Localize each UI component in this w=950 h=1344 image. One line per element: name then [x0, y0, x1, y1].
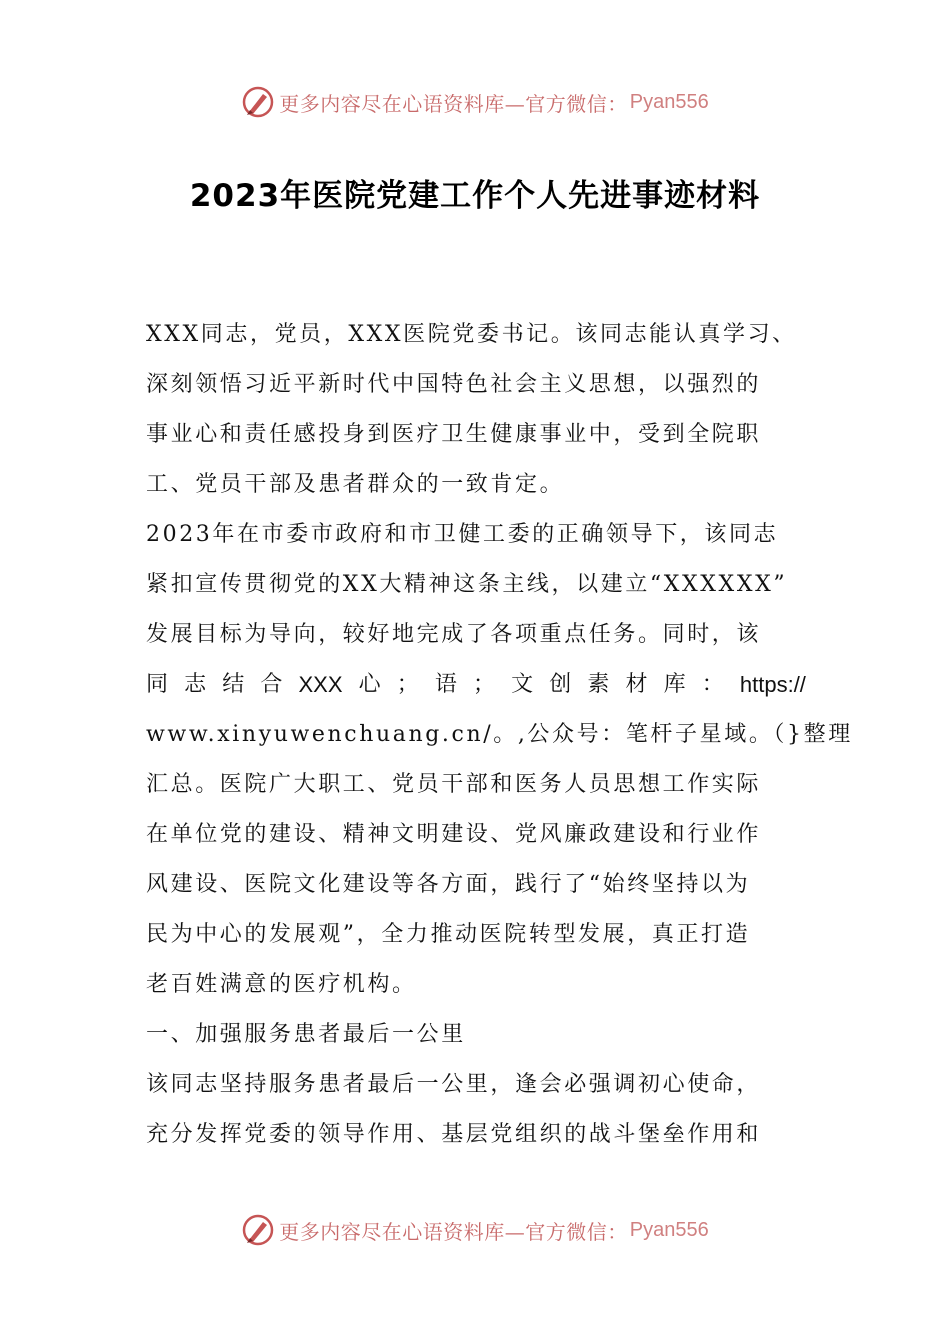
body-line: 风建设、医院文化建设等各方面，践行了“始终坚持以为 — [146, 872, 751, 897]
spaced-token: 材 — [625, 672, 648, 697]
header-watermark — [0, 82, 950, 122]
spaced-token: XXX — [298, 672, 343, 697]
spaced-token: 结 — [222, 672, 245, 697]
body-line: 2023年在市委市政府和市卫健工委的正确领导下，该同志 — [146, 522, 779, 547]
spaced-token: 语 — [434, 672, 457, 697]
body-line: 深刻领悟习近平新时代中国特色社会主义思想，以强烈的 — [146, 372, 762, 397]
spaced-token: 心 — [358, 672, 381, 697]
document-title: 2023年医院党建工作个人先进事迹材料 — [189, 178, 761, 214]
body-line: 在单位党的建设、精神文明建设、党风廉政建设和行业作 — [146, 822, 762, 847]
body-line: XXX同志，党员，XXX医院党委书记。该同志能认真学习、 — [146, 322, 797, 347]
body-line: 工、党员干部及患者群众的一致肯定。 — [146, 472, 565, 497]
body-line: www.xinyuwenchuang.cn/。,公众号：笔杆子星域。（}整理 — [146, 722, 853, 747]
watermark-wechat-id: Pyan556 — [629, 1218, 709, 1241]
watermark-text: 更多内容尽在心语资料库—官方微信： — [279, 1219, 628, 1244]
spaced-token: 志 — [184, 672, 207, 697]
body-line: 老百姓满意的医疗机构。 — [146, 972, 417, 997]
body-line: 紧扣宣传贯彻党的XX大精神这条主线，以建立“XXXXXX” — [146, 572, 788, 597]
footer-watermark — [0, 1210, 950, 1250]
watermark-wechat-id: Pyan556 — [629, 90, 709, 113]
body-line: 汇总。医院广大职工、党员干部和医务人员思想工作实际 — [146, 772, 762, 797]
document-body — [146, 310, 853, 1160]
spaced-token: 文 — [511, 672, 534, 697]
pen-circle-logo-icon — [241, 85, 275, 119]
watermark-text: 更多内容尽在心语资料库—官方微信： — [279, 91, 628, 116]
spaced-token: 合 — [260, 672, 283, 697]
body-line: 充分发挥党委的领导作用、基层党组织的战斗堡垒作用和 — [146, 1122, 762, 1147]
body-line: 发展目标为导向，较好地完成了各项重点任务。同时，该 — [146, 622, 762, 647]
body-line-spaced — [146, 660, 806, 710]
spaced-token: 创 — [549, 672, 572, 697]
spaced-token: 同 — [146, 672, 169, 697]
pen-circle-logo-icon — [241, 1213, 275, 1247]
body-line: 事业心和责任感投身到医疗卫生健康事业中，受到全院职 — [146, 422, 762, 447]
spaced-token: https:// — [739, 672, 806, 697]
body-line: 该同志坚持服务患者最后一公里，逢会必强调初心使命， — [146, 1072, 762, 1097]
body-line: 民为中心的发展观”，全力推动医院转型发展，真正打造 — [146, 922, 751, 947]
spaced-token: ； — [396, 672, 419, 697]
section-heading: 一、加强服务患者最后一公里 — [146, 1022, 466, 1047]
spaced-token: ； — [473, 672, 496, 697]
spaced-token: 素 — [587, 672, 610, 697]
spaced-token: ： — [701, 672, 724, 697]
spaced-token: 库 — [663, 672, 686, 697]
